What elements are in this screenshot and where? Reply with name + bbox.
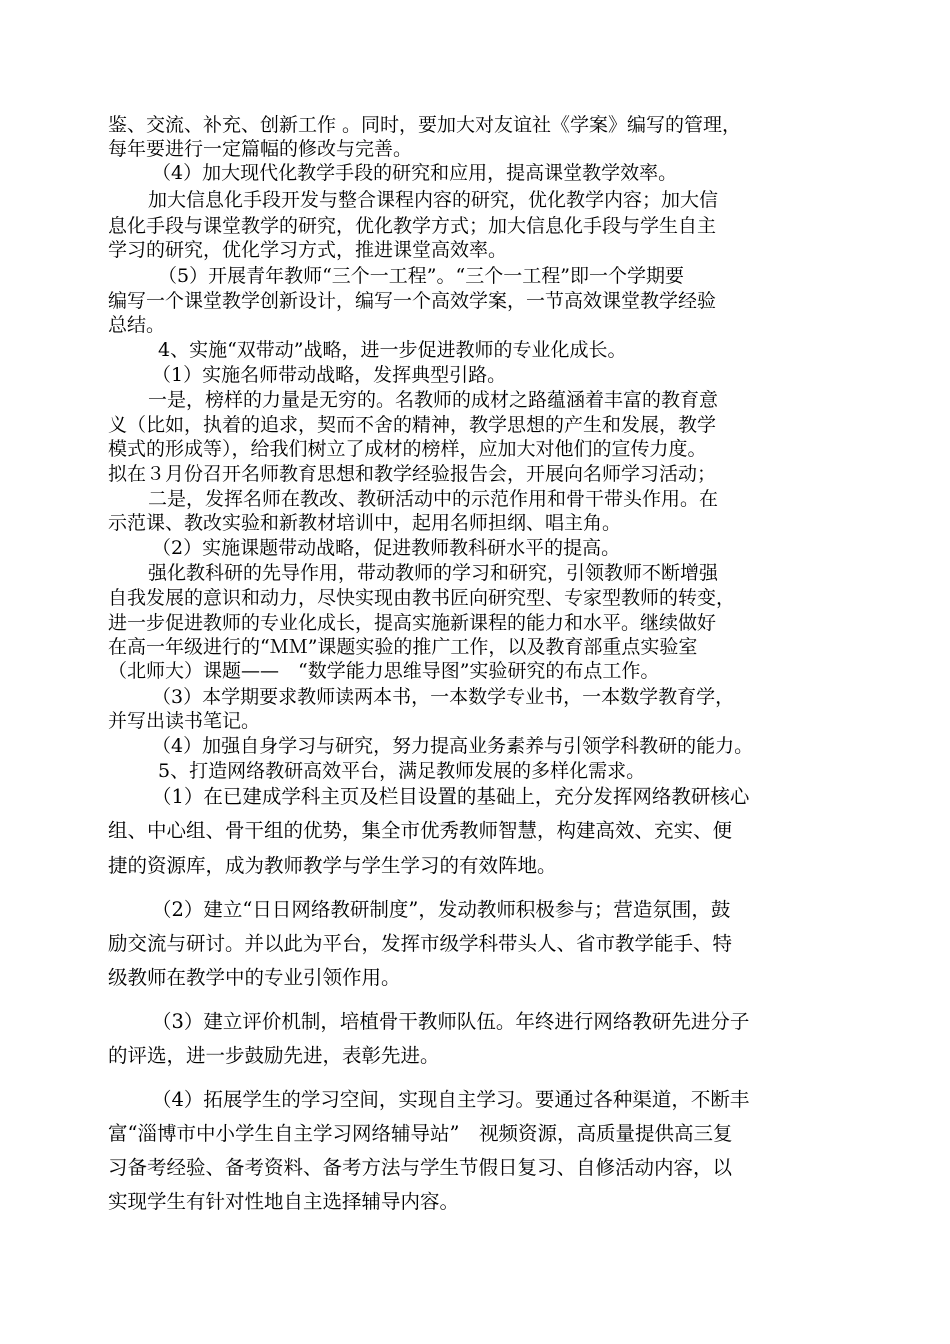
text-line: （4）加大现代化教学手段的研究和应用，提高课堂教学效率。 (152, 162, 678, 184)
text-line: 组、中心组、骨干组的优势，集全市优秀教师智慧，构建高效、充实、便 (108, 819, 733, 842)
text-line: 励交流与研讨。并以此为平台，发挥市级学科带头人、省市教学能手、特 (108, 932, 733, 955)
text-line: 习备考经验、备考资料、备考方法与学生节假日复习、自修活动内容，以 (108, 1156, 733, 1179)
text-line: 进一步促进教师的专业化成长，提高实施新课程的能力和水平。继续做好 (108, 612, 717, 634)
text-line: 的评选，进一步鼓励先进，表彰先进。 (108, 1044, 440, 1067)
text-line: （北师大）课题—— “数学能力思维导图”实验研究的布点工作。 (108, 660, 660, 682)
text-line: （1）实施名师带动战略，发挥典型引路。 (152, 364, 507, 386)
text-line: 在高一年级进行的“ＭＭ”课题实验的推广工作，以及教育部重点实验室 (108, 636, 698, 658)
text-line: （4）加强自身学习与研究，努力提高业务素养与引领学科教研的能力。 (152, 735, 754, 757)
text-line: 拟在３月份召开名师教育思想和教学经验报告会，开展向名师学习活动； (108, 463, 717, 485)
text-line: （5）开展青年教师“三个一工程”。“三个一工程”即一个学期要 (158, 265, 684, 287)
text-line: 实现学生有针对性地自主选择辅导内容。 (108, 1190, 460, 1213)
section-heading: 4、实施“双带动”战略，进一步促进教师的专业化成长。 (158, 339, 627, 361)
text-line: 强化教科研的先导作用，带动教师的学习和研究，引领教师不断增强 (148, 562, 719, 584)
text-line: （3）本学期要求教师读两本书，一本数学专业书，一本数学教育学， (152, 686, 735, 708)
text-line: 加大信息化手段开发与整合课程内容的研究，优化教学内容；加大信 (148, 189, 719, 211)
text-line: 捷的资源库，成为教师教学与学生学习的有效阵地。 (108, 854, 557, 877)
section-heading: 5、打造网络教研高效平台，满足教师发展的多样化需求。 (158, 760, 646, 782)
text-line: 息化手段与课堂教学的研究，优化教学方式；加大信息化手段与学生自主 (108, 215, 717, 237)
text-line: 每年要进行一定篇幅的修改与完善。 (108, 138, 413, 160)
text-line: 自我发展的意识和动力，尽快实现由教书匠向研究型、专家型教师的转变， (108, 587, 736, 609)
text-line: （4）拓展学生的学习空间，实现自主学习。要通过各种渠道，不断丰 (152, 1088, 750, 1111)
text-line: 学习的研究，优化学习方式，推进课堂高效率。 (108, 239, 508, 261)
text-line: （3）建立评价机制，培植骨干教师队伍。年终进行网络教研先进分子 (152, 1010, 750, 1033)
text-line: 义（比如，执着的追求，契而不舍的精神，教学思想的产生和发展，教学 (108, 414, 717, 436)
text-line: 并写出读书笔记。 (108, 710, 261, 732)
text-line: 级教师在教学中的专业引领作用。 (108, 966, 401, 989)
text-line: 总结。 (108, 314, 166, 336)
text-line: 二是，发挥名师在教改、教研活动中的示范作用和骨干带头作用。在 (148, 488, 719, 510)
text-line: （2）建立“日日网络教研制度”，发动教师积极参与；营造氛围，鼓 (152, 898, 731, 921)
text-line: 一是，榜样的力量是无穷的。名教师的成材之路蕴涵着丰富的教育意 (148, 389, 719, 411)
text-line: 模式的形成等），给我们树立了成材的榜样，应加大对他们的宣传力度。 (108, 438, 707, 460)
text-line: 鉴、交流、补充、创新工作 。同时，要加大对友谊社《学案》编写的管理， (108, 114, 742, 136)
text-line: 编写一个课堂教学创新设计，编写一个高效学案，一节高效课堂教学经验 (108, 290, 717, 312)
text-line: （1）在已建成学科主页及栏目设置的基础上，充分发挥网络教研核心 (152, 785, 750, 808)
text-line: 示范课、教改实验和新教材培训中，起用名师担纲、唱主角。 (108, 512, 622, 534)
text-line: （2）实施课题带动战略，促进教师教科研水平的提高。 (152, 537, 621, 559)
text-line: 富“淄博市中小学生自主学习网络辅导站” 视频资源，高质量提供高三复 (108, 1122, 733, 1145)
